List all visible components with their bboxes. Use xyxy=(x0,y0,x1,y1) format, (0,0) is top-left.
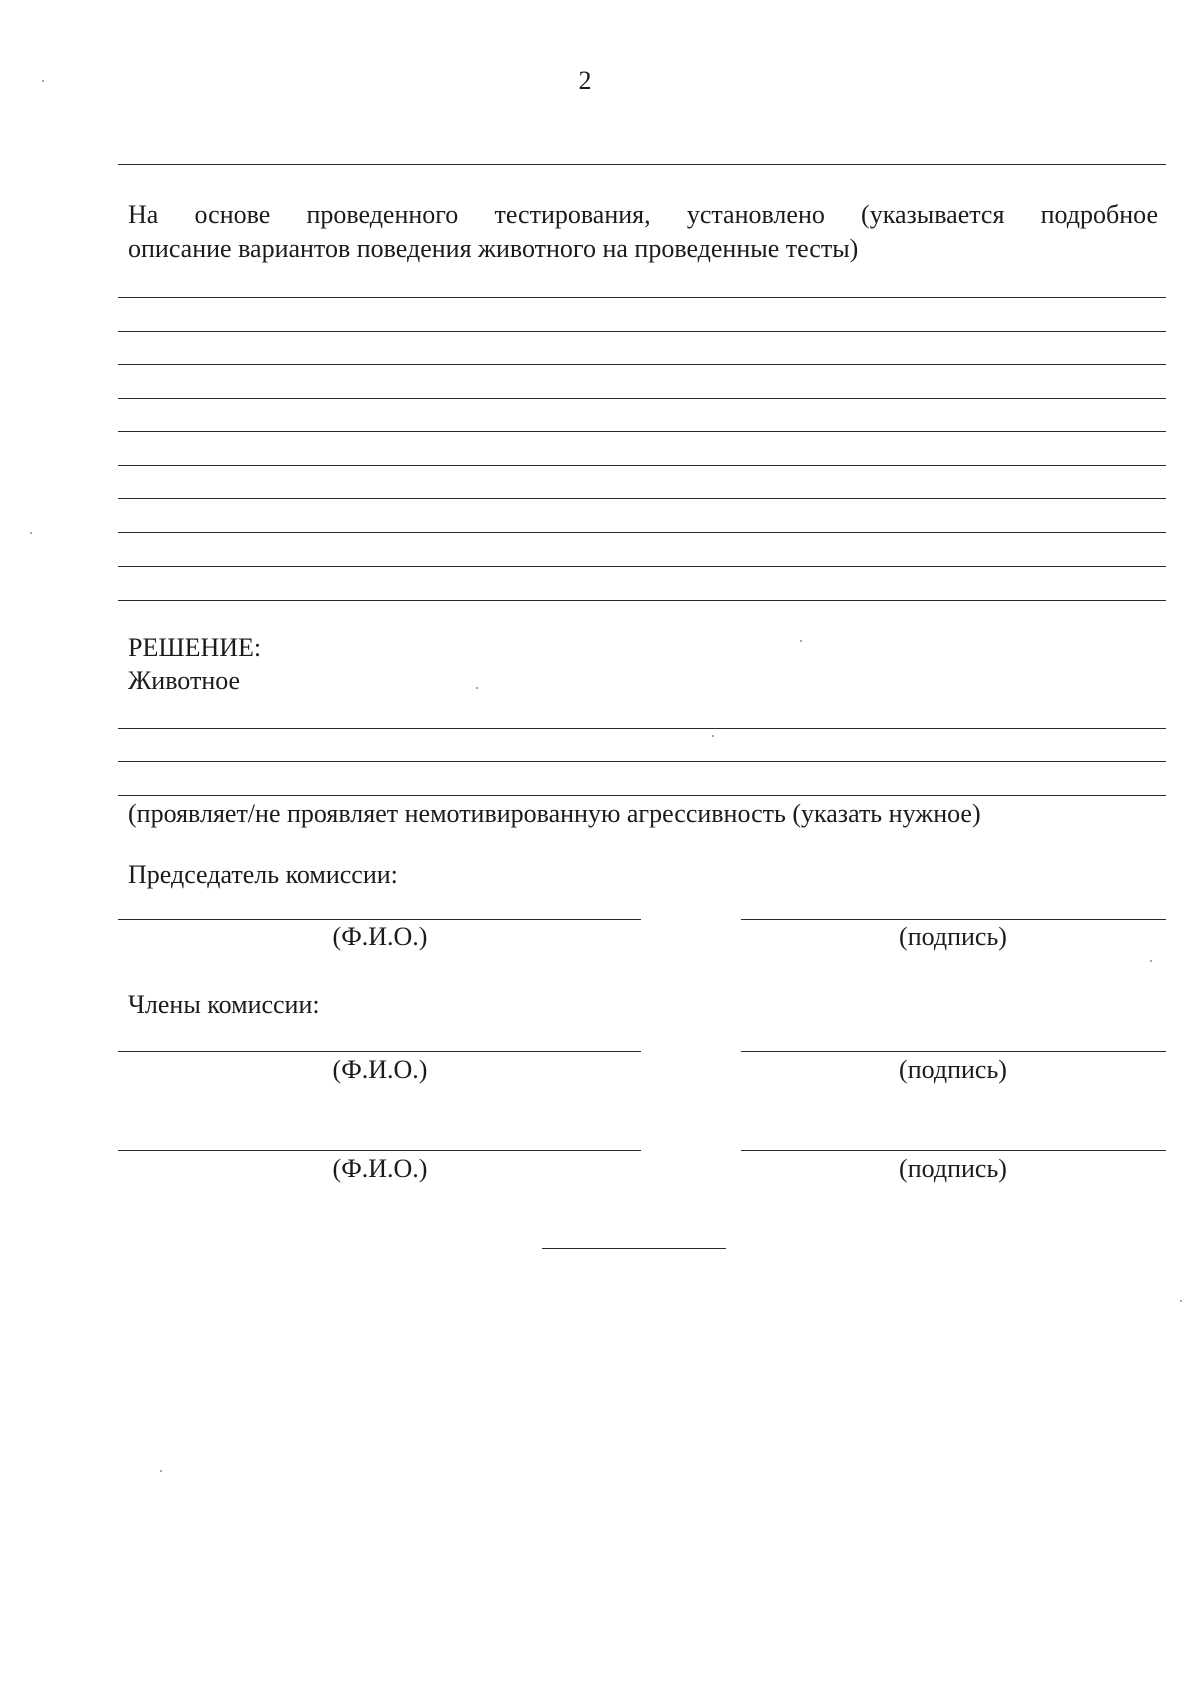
decision-fill-line xyxy=(118,728,1166,729)
chair-label: Председатель комиссии: xyxy=(128,860,398,889)
scan-speck xyxy=(42,80,44,82)
chair-name-caption: (Ф.И.О.) xyxy=(332,922,428,951)
findings-fill-line xyxy=(118,398,1166,399)
findings-fill-line xyxy=(118,331,1166,332)
chair-name-line xyxy=(118,919,641,920)
scan-speck xyxy=(1180,1300,1182,1302)
findings-fill-line xyxy=(118,566,1166,567)
findings-fill-line xyxy=(118,465,1166,466)
member-2-name-caption: (Ф.И.О.) xyxy=(332,1154,428,1183)
scan-speck xyxy=(160,1470,162,1472)
findings-fill-line xyxy=(118,498,1166,499)
findings-fill-line xyxy=(118,364,1166,365)
member-1-signature-line xyxy=(741,1051,1166,1052)
findings-fill-line xyxy=(118,532,1166,533)
findings-text-line-1: На основе проведенного тестирования, установлено (указывается подробное xyxy=(128,200,1158,229)
chair-signature-caption: (подпись) xyxy=(899,922,1007,951)
member-1-signature-caption: (подпись) xyxy=(899,1055,1007,1084)
scan-speck xyxy=(712,735,714,737)
member-2-signature-caption: (подпись) xyxy=(899,1154,1007,1183)
scan-speck xyxy=(800,640,802,642)
top-fill-line xyxy=(118,164,1166,165)
findings-text-line-2: описание вариантов поведения животного на проведенные тесты) xyxy=(128,234,859,263)
member-2-name-line xyxy=(118,1150,641,1151)
scan-speck xyxy=(30,532,32,534)
scan-speck xyxy=(1150,960,1152,962)
findings-fill-line xyxy=(118,297,1166,298)
scan-speck xyxy=(476,687,478,689)
findings-fill-line xyxy=(118,600,1166,601)
page-number: 2 xyxy=(578,66,592,95)
member-1-name-caption: (Ф.И.О.) xyxy=(332,1055,428,1084)
chair-signature-line xyxy=(741,919,1166,920)
members-label: Члены комиссии: xyxy=(128,990,320,1019)
decision-subject-label: Животное xyxy=(128,666,241,695)
decision-heading: РЕШЕНИЕ: xyxy=(128,633,262,662)
member-2-signature-line xyxy=(741,1150,1166,1151)
decision-fill-line xyxy=(118,795,1166,796)
member-1-name-line xyxy=(118,1051,641,1052)
closing-separator-line xyxy=(542,1248,726,1249)
findings-fill-line xyxy=(118,431,1166,432)
decision-fill-line xyxy=(118,761,1166,762)
decision-note: (проявляет/не проявляет немотивированную агрессивность (указать нужное) xyxy=(128,799,981,828)
